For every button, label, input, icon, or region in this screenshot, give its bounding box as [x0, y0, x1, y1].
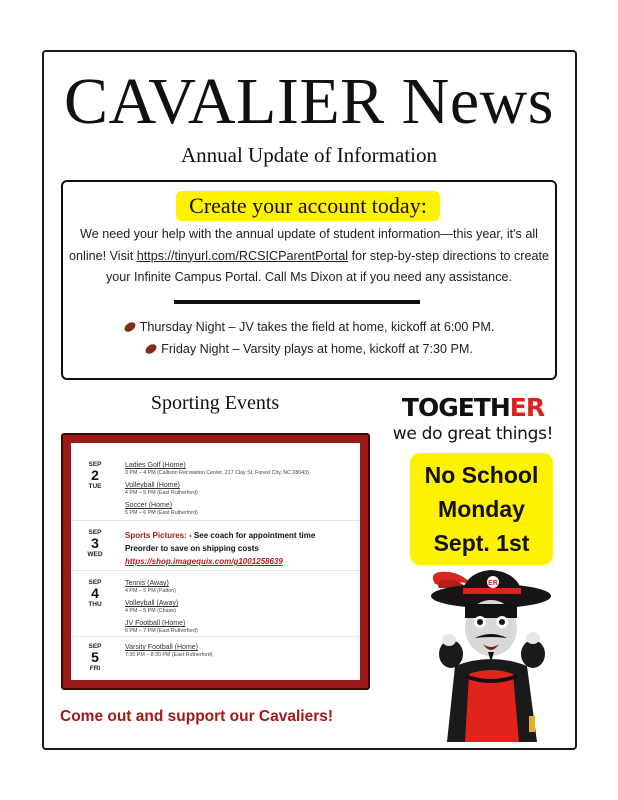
event-name[interactable]: Volleyball (Away) — [125, 600, 179, 607]
date-block — [77, 643, 113, 672]
event-time: 4 PM – 5 PM (East Rutherford) — [125, 490, 198, 496]
together-logo — [388, 393, 558, 423]
event-name[interactable]: Varsity Football (Home) — [125, 644, 199, 651]
no-school-line: Monday — [438, 496, 525, 522]
event-name[interactable]: Volleyball (Home) — [125, 482, 180, 489]
event-item[interactable] — [125, 461, 355, 477]
together-tagline: we do great things! — [392, 424, 554, 444]
football-icon — [144, 342, 158, 355]
account-info-text — [64, 224, 554, 289]
event-name[interactable]: JV Football (Home) — [125, 620, 186, 627]
event-time: 4 PM – 5 PM (Chase) — [125, 608, 176, 614]
event-name[interactable]: Ladies Golf (Home) — [125, 462, 186, 469]
date-day: 5 — [91, 649, 99, 665]
events-calendar-panel — [61, 433, 370, 690]
game-thursday-text: Thursday Night – JV takes the field at home, kickoff at 6:00 PM. — [139, 320, 495, 334]
newsletter-subtitle: Annual Update of Information — [180, 143, 437, 167]
date-month: SEP — [88, 461, 102, 468]
date-block — [77, 529, 113, 558]
hat-er-letters: ER — [488, 580, 498, 587]
sporting-events-heading: Sporting Events — [150, 392, 280, 414]
event-item[interactable] — [125, 643, 355, 659]
event-time: 6 PM – 7 PM (East Rutherford) — [125, 628, 198, 634]
cavalier-mascot-image — [425, 566, 555, 742]
game-friday — [64, 341, 554, 357]
sports-pictures-note: - See coach for appointment time — [186, 531, 316, 540]
date-month: SEP — [88, 579, 102, 586]
game-friday-text: Friday Night – Varsity plays at home, kickoff at 7:30 PM. — [161, 342, 473, 356]
game-thursday — [64, 319, 554, 335]
date-day: 3 — [91, 535, 99, 551]
section-divider — [174, 300, 420, 304]
no-school-line: No School — [424, 462, 539, 488]
date-weekday: THU — [88, 601, 102, 608]
sports-pictures-title — [125, 529, 355, 542]
calendar-day — [71, 637, 360, 680]
date-block — [77, 579, 113, 608]
event-item[interactable] — [125, 619, 355, 635]
info-text-after: for step-by-step directions to create your Infinite Campus Portal. Call Ms Dixon at if you need any assistance. — [106, 248, 549, 284]
football-icon — [122, 320, 136, 333]
date-weekday: FRI — [89, 665, 101, 672]
no-school-notice — [410, 453, 553, 565]
date-block — [77, 461, 113, 490]
parent-portal-link[interactable]: https://tinyurl.com/RCSICParentPortal — [136, 248, 349, 263]
event-time: 4 PM – 5 PM (Patton) — [125, 588, 176, 594]
support-cavaliers-text: Come out and support our Cavaliers! — [60, 708, 334, 725]
event-item[interactable] — [125, 501, 355, 517]
date-month: SEP — [88, 529, 102, 536]
event-item[interactable] — [125, 481, 355, 497]
date-month: SEP — [88, 643, 102, 650]
newsletter-title: CAVALIER News — [64, 65, 554, 138]
event-name[interactable]: Soccer (Home) — [125, 502, 173, 509]
sports-pictures-item — [125, 529, 355, 568]
calendar-day — [71, 571, 360, 637]
events-calendar — [71, 443, 360, 680]
imagequix-link[interactable]: https://shop.imagequix.com/g1001258639 — [125, 557, 283, 566]
together-accent: ER — [509, 393, 545, 422]
calendar-day — [71, 443, 360, 521]
info-text-before: We need your help with the annual update of student information—this year, it's all online! Visit — [69, 227, 538, 263]
event-item[interactable] — [125, 599, 355, 615]
date-weekday: WED — [87, 551, 103, 558]
event-name[interactable]: Tennis (Away) — [125, 580, 169, 587]
event-item[interactable] — [125, 579, 355, 595]
event-time: 5 PM – 6 PM (East Rutherford) — [125, 510, 198, 516]
date-weekday: TUE — [88, 483, 102, 490]
together-word: TOGETH — [401, 393, 510, 422]
event-time: 3 PM – 4 PM (Callison Recreation Center, 217 Clay St, Forest City, NC 28043) — [125, 470, 309, 476]
sports-pictures-label: Sports Pictures: — [125, 531, 187, 540]
create-account-heading: Create your account today: — [176, 191, 440, 221]
preorder-note: Preorder to save on shipping costs — [125, 544, 259, 553]
calendar-day — [71, 521, 360, 571]
date-day: 4 — [91, 585, 99, 601]
no-school-line: Sept. 1st — [433, 530, 530, 556]
date-day: 2 — [91, 467, 99, 483]
event-time: 7:30 PM – 8:30 PM (East Rutherford) — [125, 652, 213, 658]
